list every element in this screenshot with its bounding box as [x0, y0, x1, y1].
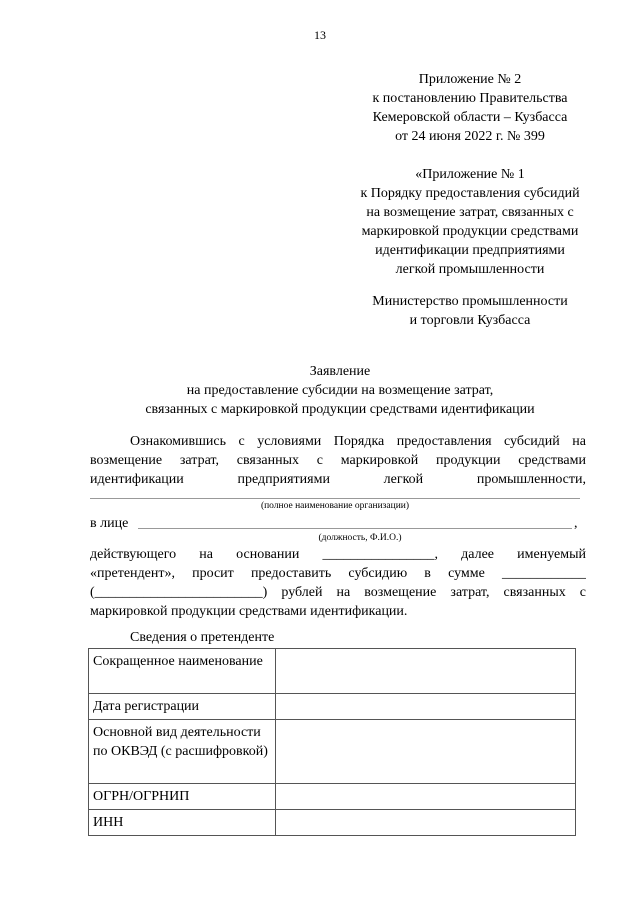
table-label-cell: ОГРН/ОГРНИП: [89, 784, 276, 810]
in-face-row: [90, 514, 590, 533]
table-value-cell: [276, 720, 576, 784]
appendix-2-line: Кемеровской области – Кузбасса: [372, 110, 568, 125]
appendix-1-line: «Приложение № 1: [415, 167, 525, 182]
table-row: [89, 784, 576, 810]
intro-line: возмещение затрат, связанных с маркировкой продукции средствами: [90, 453, 586, 468]
body-text: рублей на возмещение затрат, связанных с: [281, 585, 586, 600]
amount-words-blank: (________________________): [90, 585, 268, 600]
body-text: действующего на основании: [90, 547, 300, 562]
body-line: [90, 564, 586, 583]
table-row: [89, 649, 576, 694]
body-line: [90, 583, 586, 602]
application-title-line: на предоставление субсидии на возмещение затрат,: [186, 383, 494, 398]
table-value-cell: [276, 649, 576, 694]
table-row: [89, 810, 576, 836]
intro-line: идентификации предприятиями легкой промышленности,: [90, 472, 586, 487]
in-face-label: в лице: [90, 516, 129, 531]
table-value-cell: [276, 784, 576, 810]
appendix-1-header: [320, 165, 620, 279]
body-paragraph: [90, 545, 586, 621]
intro-line: Ознакомившись с условиями Порядка предоставления субсидий на: [130, 434, 586, 449]
appendix-1-line: маркировкой продукции средствами: [361, 224, 579, 239]
applicant-section-title: Сведения о претенденте: [130, 630, 275, 645]
org-name-line: [90, 498, 580, 499]
appendix-1-line: на возмещение затрат, связанных с: [366, 205, 574, 220]
appendix-2-line: Приложение № 2: [418, 72, 522, 87]
appendix-2-header: [320, 70, 620, 146]
table-value-cell: [276, 810, 576, 836]
appendix-1-line: идентификации предприятиями: [375, 243, 565, 258]
table-row: [89, 694, 576, 720]
page-number: 13: [314, 28, 326, 42]
amount-blank: ____________: [502, 566, 586, 581]
table-label-cell: Основной вид деятельности по ОКВЭД (с расшифровкой): [89, 720, 276, 784]
org-name-caption: (полное наименование организации): [260, 501, 410, 511]
body-line: [90, 545, 586, 564]
in-face-comma: ,: [574, 516, 578, 531]
position-caption: (должность, Ф.И.О.): [318, 533, 402, 543]
table-row: [89, 720, 576, 784]
body-line: маркировкой продукции средствами идентификации.: [90, 604, 408, 619]
appendix-1-line: к Порядку предоставления субсидий: [360, 186, 580, 201]
appendix-1-line: легкой промышленности: [395, 262, 545, 277]
table-value-cell: [276, 694, 576, 720]
application-title-line: связанных с маркировкой продукции средствами идентификации: [145, 402, 535, 417]
applicant-info-table: [88, 648, 576, 836]
ministry-line: Министерство промышленности: [372, 294, 568, 309]
appendix-2-line: к постановлению Правительства: [372, 91, 568, 106]
ministry-line: и торговли Кузбасса: [409, 313, 531, 328]
basis-blank: ________________,: [322, 547, 438, 562]
representative-line: [138, 528, 572, 529]
intro-paragraph: [90, 432, 586, 489]
body-text: далее именуемый: [461, 547, 586, 562]
table-label-cell: Дата регистрации: [89, 694, 276, 720]
body-text: «претендент», просит предоставить субсидию в сумме: [90, 566, 485, 581]
ministry-addressee: [320, 292, 620, 330]
table-label-cell: Сокращенное наименование: [89, 649, 276, 694]
table-label-cell: ИНН: [89, 810, 276, 836]
application-title: [90, 362, 590, 419]
application-title-line: Заявление: [309, 364, 371, 379]
appendix-2-line: от 24 июня 2022 г. № 399: [395, 129, 545, 144]
